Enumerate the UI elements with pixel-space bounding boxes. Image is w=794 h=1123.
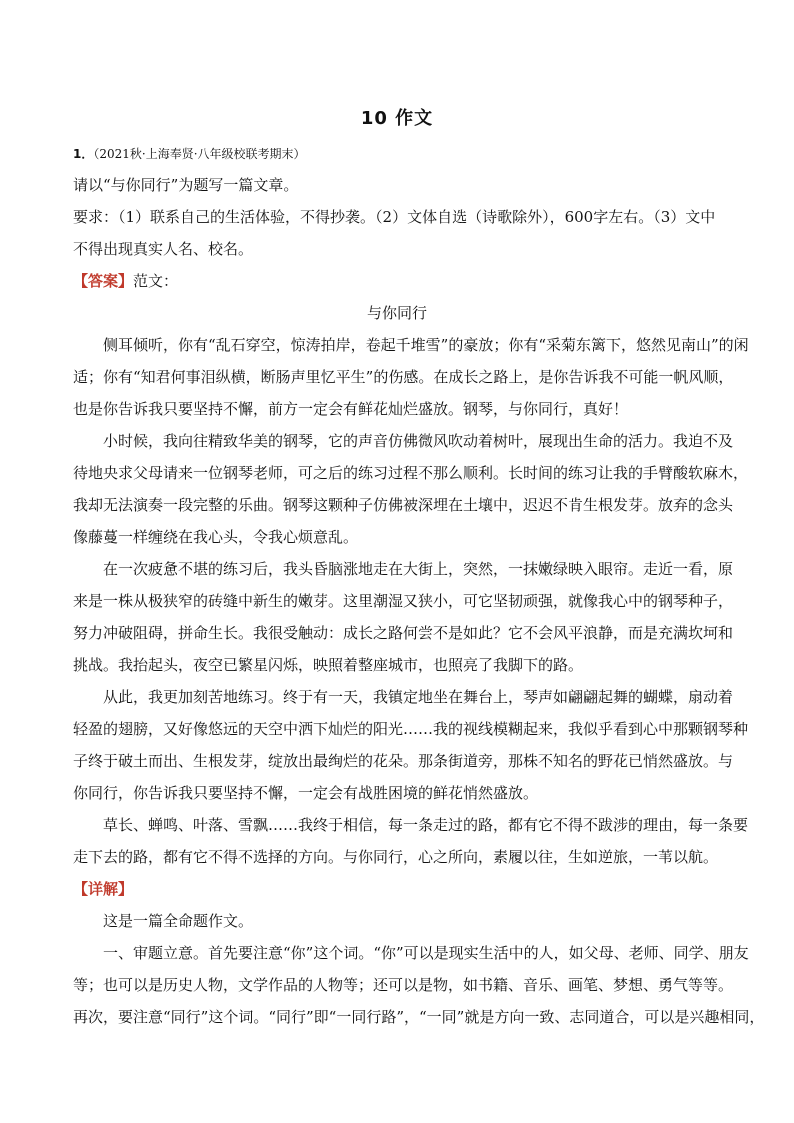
detail-line: 一、审题立意。首先要注意“你”这个词。“你”可以是现实生活中的人，如父母、老师、同学、朋友 [103, 944, 749, 962]
essay-line: 也是你告诉我只要坚持不懈，前方一定会有鲜花灿烂盛放。钢琴，与你同行，真好！ [73, 400, 629, 418]
essay-line: 侧耳倾听，你有“乱石穿空，惊涛拍岸，卷起千堆雪”的豪放；你有“采菊东篱下，悠然见南山”的闲 [103, 336, 749, 354]
answer-label: 范文： [133, 272, 179, 290]
detail-line: 等；也可以是历史人物，文学作品的人物等；还可以是物，如书籍、音乐、画笔、梦想、勇气等等。 [73, 976, 734, 994]
essay-line: 你同行，你告诉我只要坚持不懈，一定会有战胜困境的鲜花悄然盛放。 [73, 784, 539, 802]
essay-line: 像藤蔓一样缠绕在我心头，令我心烦意乱。 [73, 528, 359, 546]
essay-line: 子终于破土而出、生根发芽，绽放出最绚烂的花朵。那条街道旁，那株不知名的野花已悄然盛放。与 [73, 752, 734, 770]
question-prompt: 请以“与你同行”为题写一篇文章。 [73, 176, 299, 194]
essay-line: 小时候，我向往精致华美的钢琴，它的声音仿佛微风吹动着树叶，展现出生命的活力。我迫不及 [103, 432, 734, 450]
essay-title: 与你同行 [366, 304, 427, 322]
essay-line: 草长、蝉鸣、叶落、雪飘……我终于相信，每一条走过的路，都有它不得不跋涉的理由，每一条要 [103, 816, 749, 834]
essay-line: 从此，我更加刻苦地练习。终于有一天，我镇定地坐在舞台上，琴声如翩翩起舞的蝴蝶，扇动着 [103, 688, 734, 706]
question-header [73, 143, 724, 164]
essay-line: 挑战。我抬起头，夜空已繁星闪烁，映照着整座城市，也照亮了我脚下的路。 [73, 656, 584, 674]
page-title: 10 作文 [360, 108, 434, 129]
essay-line: 待地央求父母请来一位钢琴老师，可之后的练习过程不那么顺利。长时间的练习让我的手臂酸软麻木， [73, 464, 749, 482]
essay-line: 努力冲破阻碍，拼命生长。我很受触动：成长之路何尝不是如此？它不会风平浪静，而是充满坎坷和 [73, 624, 734, 642]
answer-header [73, 271, 724, 291]
essay-line: 我却无法演奏一段完整的乐曲。钢琴这颗种子仿佛被深埋在土壤中，迟迟不肯生根发芽。放弃的念头 [73, 496, 734, 514]
detail-tag: 【详解】 [73, 880, 134, 898]
essay-line: 走下去的路，都有它不得不选择的方向。与你同行，心之所向，素履以往，生如逆旅，一苇以航。 [73, 848, 719, 866]
answer-tag: 【答案】 [73, 272, 134, 290]
question-requirement-line-1: 要求：（1）联系自己的生活体验，不得抄袭。（2）文体自选（诗歌除外），600字左右。（3）文中 [73, 208, 716, 226]
essay-line: 轻盈的翅膀，又好像悠远的天空中洒下灿烂的阳光……我的视线模糊起来，我似乎看到心中那颗钢琴种 [73, 720, 749, 738]
essay-line: 来是一株从极狭窄的砖缝中新生的嫩芽。这里潮湿又狭小，可它坚韧顽强，就像我心中的钢琴种子， [73, 592, 734, 610]
question-number: 1． [73, 147, 94, 161]
detail-line: 再次，要注意“同行”这个词。“同行”即“一同行路”，“一同”就是方向一致、志同道合，可以是兴趣相同， [73, 1008, 765, 1026]
detail-line: 这是一篇全命题作文。 [103, 912, 254, 930]
essay-line: 适；你有“知君何事泪纵横，断肠声里忆平生”的伤感。在成长之路上，是你告诉我不可能一帆风顺， [73, 368, 734, 386]
detail-header [73, 879, 724, 899]
question-requirement-line-2: 不得出现真实人名、校名。 [73, 240, 254, 258]
question-source: （2021秋·上海奉贤·八年级校联考期末） [93, 147, 306, 161]
essay-line: 在一次疲惫不堪的练习后，我头昏脑涨地走在大街上，突然，一抹嫩绿映入眼帘。走近一看，原 [103, 560, 734, 578]
